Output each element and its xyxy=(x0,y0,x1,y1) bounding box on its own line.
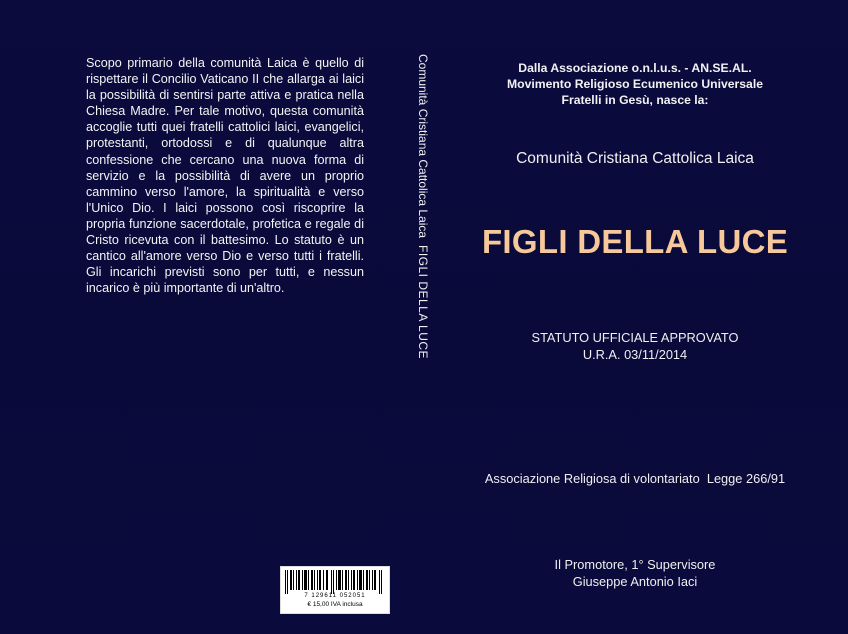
statuto-line-1: STATUTO UFFICIALE APPROVATO xyxy=(531,330,739,345)
front-header xyxy=(480,60,790,108)
promoter-line-2: Giuseppe Antonio Iaci xyxy=(572,573,698,589)
promoter-block xyxy=(480,557,790,590)
community-name: Comunità Cristiana Cattolica Laica xyxy=(516,150,754,167)
statuto-block xyxy=(480,329,790,363)
barcode-digits: 7 129611 052051 xyxy=(304,593,366,599)
header-line-3: Fratelli in Gesù, nasce la: xyxy=(561,93,709,107)
spine xyxy=(398,40,438,360)
price-label: € 15,00 IVA inclusa xyxy=(307,601,363,608)
spine-author: Comunità Cristiana Cattolica Laica xyxy=(416,54,430,239)
book-title: FIGLI DELLA LUCE xyxy=(481,223,789,260)
association-line: Associazione Religiosa di volontariato Legge 266/91 xyxy=(484,471,786,486)
spine-title: FIGLI DELLA LUCE xyxy=(416,245,430,360)
header-line-2: Movimento Religioso Ecumenico Universale xyxy=(506,77,763,91)
promoter-line-1: Il Promotore, 1° Supervisore xyxy=(554,557,716,572)
barcode-icon xyxy=(285,570,385,594)
statuto-line-2: U.R.A. 03/11/2014 xyxy=(582,347,688,362)
back-cover-text: Scopo primario della comunità Laica è quello di rispettare il Concilio Vaticano II che allarga ai laici la possibilità di sentirsi parte attiva e pratica nella Chiesa Madre. Per tale motivo, questa comunità accoglie tutti quei fratelli cattolici laici, evangelici, protestanti, ortodossi e di qualunque altra confessione che cercano una nuova forma di servizio e la possibilità di avere un proprio cammino verso l'amore, la spiritualità e verso l'Unico Dio. I laici possono così riscoprire la propria funzione sacerdotale, profetica e regale di Cristo ricevuta con il battesimo. Lo statuto è un cantico all'amore verso Dio e verso tutti i fratelli. Gli incarichi previsti sono per tutti, e nessun incarico è più importante di un'altro. xyxy=(86,56,364,296)
barcode-label xyxy=(280,566,390,614)
header-line-1: Dalla Associazione o.n.l.u.s. - AN.SE.AL. xyxy=(518,61,752,75)
